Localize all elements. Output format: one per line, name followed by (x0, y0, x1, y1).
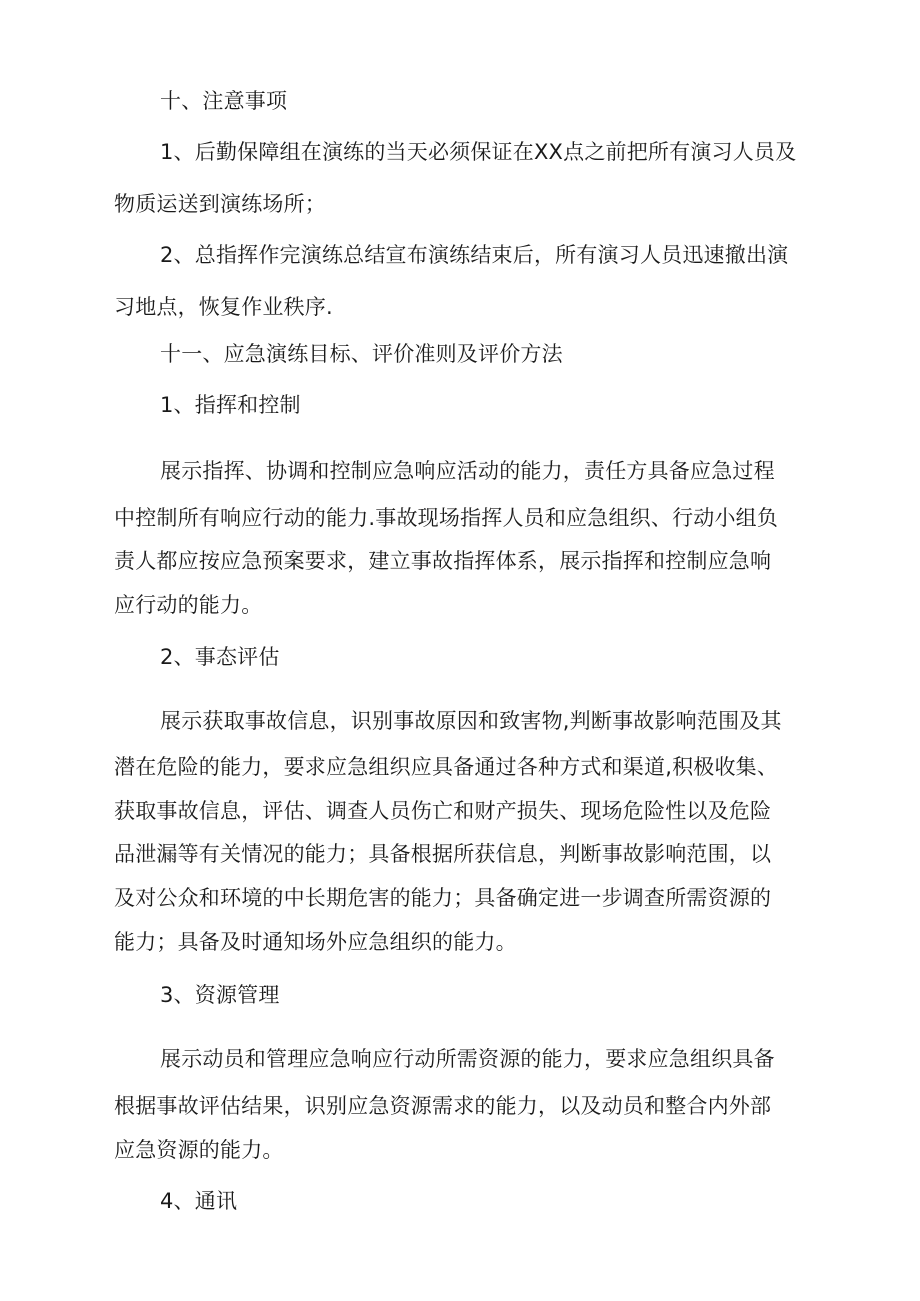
section-10-item-2-line-1: 2、总指挥作完演练总结宣布演练结束后，所有演习人员迅速撤出演 (160, 243, 789, 267)
subsection-2-line-5: 及对公众和环境的中长期危害的能力；具备确定进一步调查所需资源的 (114, 886, 772, 910)
subsection-1-title: 1、指挥和控制 (160, 393, 301, 417)
section-10-heading: 十、注意事项 (160, 89, 288, 113)
subsection-3-line-1: 展示动员和管理应急响应行动所需资源的能力，要求应急组织具备 (160, 1047, 775, 1071)
section-10-item-2-line-2: 习地点，恢复作业秩序. (114, 295, 333, 319)
subsection-3-line-3: 应急资源的能力。 (114, 1138, 284, 1162)
subsection-2-title: 2、事态评估 (160, 645, 280, 669)
subsection-4-title: 4、通讯 (160, 1189, 238, 1213)
subsection-1-line-4: 应行动的能力。 (114, 593, 263, 617)
section-10-item-1-line-1: 1、后勤保障组在演练的当天必须保证在XX点之前把所有演习人员及 (160, 140, 797, 164)
subsection-1-line-2: 中控制所有响应行动的能力.事故现场指挥人员和应急组织、行动小组负 (114, 506, 779, 530)
subsection-2-line-3: 获取事故信息，评估、调查人员伤亡和财产损失、现场危险性以及危险 (114, 799, 772, 823)
section-11-heading: 十一、应急演练目标、评价准则及评价方法 (160, 342, 563, 366)
subsection-3-line-2: 根据事故评估结果，识别应急资源需求的能力，以及动员和整合内外部 (114, 1094, 772, 1118)
subsection-1-line-3: 责人都应按应急预案要求，建立事故指挥体系，展示指挥和控制应急响 (114, 549, 772, 573)
subsection-2-line-1: 展示获取事故信息，识别事故原因和致害物,判断事故影响范围及其 (160, 709, 782, 733)
subsection-1-line-1: 展示指挥、协调和控制应急响应活动的能力，责任方具备应急过程 (160, 459, 775, 483)
subsection-2-line-2: 潜在危险的能力，要求应急组织应具备通过各种方式和渠道,积极收集、 (114, 755, 779, 779)
subsection-3-title: 3、资源管理 (160, 983, 280, 1007)
section-10-item-1-line-2: 物质运送到演练场所； (114, 192, 326, 216)
subsection-2-line-4: 品泄漏等有关情况的能力；具备根据所获信息，判断事故影响范围，以 (114, 842, 772, 866)
subsection-2-line-6: 能力；具备及时通知场外应急组织的能力。 (114, 930, 517, 954)
